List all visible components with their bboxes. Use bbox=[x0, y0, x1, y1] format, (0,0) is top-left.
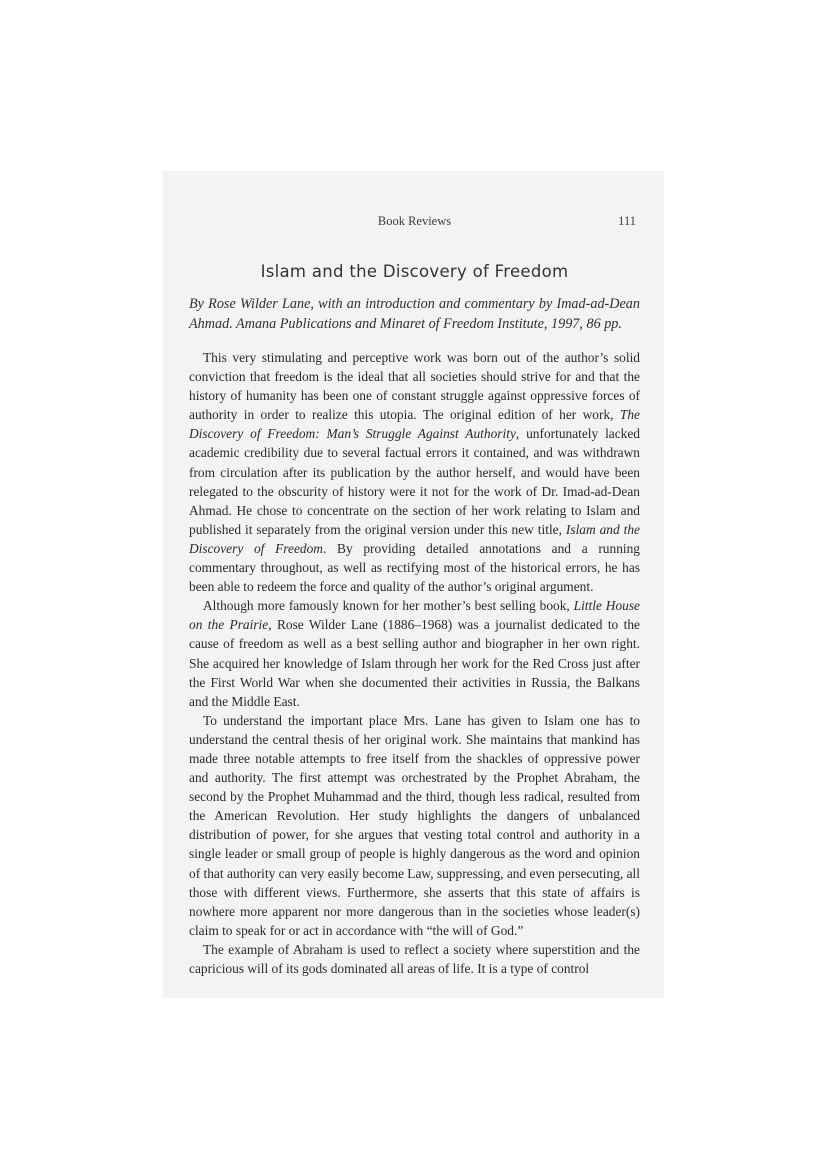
book-title-original: The Discovery of Freedom: Man’s Struggle Against Authority bbox=[189, 407, 640, 442]
running-head bbox=[189, 214, 640, 232]
paragraph-2 bbox=[189, 596, 640, 711]
paragraph-3: To understand the important place Mrs. Lane has given to Islam one has to understand the central thesis of her original work. She maintains that mankind has made three notable attempts to free itself from the shackles of oppressive power and authority. The first attempt was orchestrated by the Prophet Abraham, the second by the Prophet Muhammad and the third, though less radical, resulted from the American Revolution. Her study highlights the dangers of unbalanced distribution of power, for she argues that vesting total control and authority in a single leader or small group of people is highly dangerous as the word and opinion of that authority can very easily become Law, suppressing, and even persecuting, all those with different views. Furthermore, she asserts that this state of affairs is nowhere more apparent nor more dangerous than in the societies whose leader(s) claim to speak for or act in accordance with “the will of God.” bbox=[189, 712, 640, 938]
page-number: 111 bbox=[618, 214, 636, 228]
book-title-new: Islam and the Discovery of Freedom bbox=[189, 521, 640, 556]
paragraph-4: The example of Abraham is used to reflect a society where superstition and the capricious will of its gods dominated all areas of life. It is a type of control bbox=[189, 941, 640, 976]
paragraph-2-text-a: Although more famously known for her mother’s best selling book, bbox=[203, 598, 574, 614]
article-body bbox=[189, 348, 640, 978]
page-content bbox=[189, 214, 640, 978]
paragraph-1-text-a: This very stimulating and perceptive work was born out of the author’s solid conviction that freedom is the ideal that all societies should strive for and that the history of humanity has been one of constant struggle against oppressive forces of authority in order to realize this utopia. The original edition of her work, bbox=[189, 350, 640, 423]
article-title: Islam and the Discovery of Freedom bbox=[260, 262, 569, 281]
paragraph-1 bbox=[189, 348, 640, 596]
book-title-little-house: Little House on the Prairie bbox=[189, 598, 640, 633]
running-head-section: Book Reviews bbox=[377, 214, 452, 228]
paragraph-2-text-b: , Rose Wilder Lane (1886–1968) was a journalist dedicated to the cause of freedom as well as a best selling author and biographer in her own right. She acquired her knowledge of Islam through her work for the Red Cross just after the First World War when she documented their activities in Russia, the Balkans and the Middle East. bbox=[189, 617, 640, 709]
paragraph-1-text-b: , unfortunately lacked academic credibility due to several factual errors it contained, and was withdrawn from circulation after its publication by the author herself, and would have been relegated to the obscurity of history were it not for the work of Dr. Imad-ad-Dean Ahmad. He chose to concentrate on the section of her work relating to Islam and published it separately from the original version under this new title, bbox=[189, 426, 641, 537]
article-byline: By Rose Wilder Lane, with an introduction and commentary by Imad-ad-Dean Ahmad. Amana Publications and Minaret of Freedom Institute, 1997, 86 pp. bbox=[189, 296, 640, 332]
paragraph-1-text-c: . By providing detailed annotations and a running commentary throughout, as well as rectifying most of the historical errors, he has been able to redeem the force and quality of the author’s original argument. bbox=[189, 540, 640, 595]
